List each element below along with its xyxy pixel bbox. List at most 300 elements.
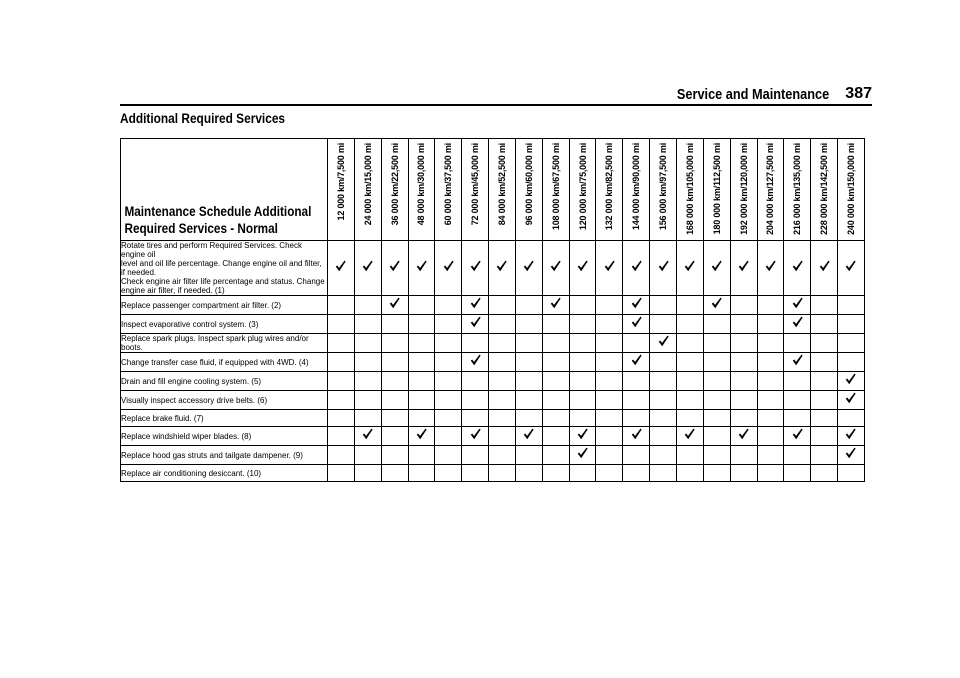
schedule-cell [596, 353, 623, 372]
checkmark-icon [711, 297, 722, 309]
schedule-cell [515, 334, 542, 353]
interval-header [354, 139, 381, 241]
interval-header [462, 139, 489, 241]
checkmark-icon [470, 428, 481, 440]
schedule-cell [757, 391, 784, 410]
service-description-line: engine air filter, if needed. (1) [121, 286, 225, 295]
schedule-cell [757, 372, 784, 391]
header-title: Service and Maintenance [676, 85, 830, 103]
schedule-cell [462, 372, 489, 391]
schedule-cell [408, 391, 435, 410]
schedule-cell [757, 465, 784, 482]
schedule-cell [381, 372, 408, 391]
schedule-cell [354, 296, 381, 315]
schedule-cell [515, 241, 542, 296]
schedule-cell [676, 446, 703, 465]
service-description [121, 391, 328, 410]
interval-label: 204 000 km/127,500 mi [765, 143, 776, 235]
schedule-cell [408, 353, 435, 372]
schedule-cell [489, 465, 516, 482]
schedule-cell [730, 353, 757, 372]
service-description [121, 315, 328, 334]
schedule-cell [569, 391, 596, 410]
schedule-cell [542, 391, 569, 410]
interval-header [757, 139, 784, 241]
schedule-cell [676, 410, 703, 427]
service-description [121, 410, 328, 427]
schedule-cell [328, 334, 355, 353]
schedule-cell [596, 446, 623, 465]
table-row [121, 427, 865, 446]
service-description [121, 465, 328, 482]
schedule-cell [623, 241, 650, 296]
schedule-cell [811, 353, 838, 372]
header-rule [120, 104, 872, 106]
interval-header [489, 139, 516, 241]
schedule-cell [328, 296, 355, 315]
schedule-cell [435, 353, 462, 372]
schedule-cell [623, 334, 650, 353]
maintenance-schedule-table [120, 138, 865, 482]
interval-header [730, 139, 757, 241]
interval-label: 144 000 km/90,000 mi [631, 143, 642, 231]
checkmark-icon [470, 297, 481, 309]
schedule-cell [354, 241, 381, 296]
schedule-cell [703, 241, 730, 296]
schedule-cell [650, 465, 677, 482]
checkmark-icon [362, 260, 373, 272]
interval-header [676, 139, 703, 241]
schedule-cell [838, 315, 865, 334]
schedule-cell [757, 315, 784, 334]
checkmark-icon [577, 447, 588, 459]
schedule-cell [676, 427, 703, 446]
schedule-cell [757, 296, 784, 315]
table-row [121, 315, 865, 334]
checkmark-icon [604, 260, 615, 272]
schedule-cell [489, 315, 516, 334]
schedule-cell [623, 427, 650, 446]
table-corner-title-cell [121, 139, 328, 241]
checkmark-icon [416, 428, 427, 440]
schedule-cell [328, 446, 355, 465]
schedule-cell [515, 315, 542, 334]
schedule-cell [515, 353, 542, 372]
service-description-line: Inspect evaporative control system. (3) [121, 319, 259, 329]
checkmark-icon [711, 260, 722, 272]
schedule-cell [489, 372, 516, 391]
schedule-cell [408, 410, 435, 427]
interval-label: 108 000 km/67,500 mi [550, 143, 561, 231]
schedule-cell [784, 353, 811, 372]
table-row [121, 296, 865, 315]
schedule-cell [381, 427, 408, 446]
checkmark-icon [792, 428, 803, 440]
schedule-cell [730, 410, 757, 427]
service-description [121, 353, 328, 372]
schedule-cell [703, 427, 730, 446]
schedule-cell [462, 427, 489, 446]
checkmark-icon [416, 260, 427, 272]
schedule-cell [542, 315, 569, 334]
schedule-cell [811, 391, 838, 410]
service-description-line: Replace hood gas struts and tailgate dampener. (9) [121, 450, 303, 460]
schedule-cell [542, 372, 569, 391]
schedule-cell [462, 296, 489, 315]
interval-header [623, 139, 650, 241]
schedule-cell [381, 446, 408, 465]
schedule-cell [703, 296, 730, 315]
checkmark-icon [631, 260, 642, 272]
schedule-cell [435, 391, 462, 410]
schedule-cell [784, 446, 811, 465]
schedule-cell [811, 410, 838, 427]
schedule-cell [650, 334, 677, 353]
schedule-cell [381, 391, 408, 410]
schedule-cell [542, 353, 569, 372]
schedule-cell [838, 465, 865, 482]
schedule-cell [650, 241, 677, 296]
schedule-cell [676, 372, 703, 391]
table-corner-title: Maintenance Schedule Additional Required Services - Normal [124, 204, 312, 236]
service-description-line: Change transfer case fluid, if equipped with 4WD. (4) [121, 357, 309, 367]
schedule-cell [757, 446, 784, 465]
checkmark-icon [738, 260, 749, 272]
schedule-cell [838, 334, 865, 353]
schedule-cell [569, 353, 596, 372]
schedule-cell [838, 296, 865, 315]
schedule-cell [676, 315, 703, 334]
schedule-cell [462, 465, 489, 482]
checkmark-icon [819, 260, 830, 272]
schedule-cell [811, 296, 838, 315]
schedule-cell [676, 241, 703, 296]
service-description-line: Visually inspect accessory drive belts. (6) [121, 395, 268, 405]
schedule-cell [703, 353, 730, 372]
checkmark-icon [792, 316, 803, 328]
schedule-cell [623, 353, 650, 372]
table-header-row [121, 139, 865, 241]
checkmark-icon [362, 428, 373, 440]
schedule-cell [435, 334, 462, 353]
schedule-cell [596, 372, 623, 391]
schedule-cell [784, 241, 811, 296]
schedule-cell [462, 241, 489, 296]
schedule-cell [381, 410, 408, 427]
schedule-cell [381, 315, 408, 334]
checkmark-icon [577, 260, 588, 272]
checkmark-icon [765, 260, 776, 272]
checkmark-icon [470, 316, 481, 328]
schedule-cell [650, 353, 677, 372]
schedule-cell [515, 410, 542, 427]
checkmark-icon [738, 428, 749, 440]
schedule-cell [381, 334, 408, 353]
schedule-cell [703, 446, 730, 465]
schedule-cell [703, 410, 730, 427]
schedule-cell [354, 334, 381, 353]
schedule-cell [328, 410, 355, 427]
checkmark-icon [658, 335, 669, 347]
interval-header [811, 139, 838, 241]
schedule-cell [515, 391, 542, 410]
service-description [121, 296, 328, 315]
schedule-cell [515, 465, 542, 482]
schedule-cell [676, 353, 703, 372]
checkmark-icon [684, 428, 695, 440]
interval-header [515, 139, 542, 241]
checkmark-icon [335, 260, 346, 272]
interval-label: 36 000 km/22,500 mi [389, 143, 400, 226]
service-description-line: Replace air conditioning desiccant. (10) [121, 468, 262, 478]
checkmark-icon [845, 428, 856, 440]
interval-header [703, 139, 730, 241]
schedule-cell [569, 465, 596, 482]
interval-header [435, 139, 462, 241]
schedule-cell [408, 296, 435, 315]
schedule-cell [703, 315, 730, 334]
checkmark-icon [792, 354, 803, 366]
schedule-cell [623, 410, 650, 427]
interval-label: 192 000 km/120,000 mi [738, 143, 749, 235]
schedule-cell [489, 446, 516, 465]
schedule-cell [462, 315, 489, 334]
interval-header [596, 139, 623, 241]
schedule-cell [811, 446, 838, 465]
schedule-cell [489, 241, 516, 296]
schedule-cell [838, 410, 865, 427]
interval-header [838, 139, 865, 241]
interval-header [569, 139, 596, 241]
schedule-cell [542, 427, 569, 446]
schedule-cell [784, 391, 811, 410]
schedule-cell [408, 315, 435, 334]
schedule-cell [542, 334, 569, 353]
schedule-cell [757, 427, 784, 446]
interval-label: 72 000 km/45,000 mi [470, 143, 481, 226]
schedule-cell [784, 334, 811, 353]
schedule-cell [784, 427, 811, 446]
schedule-cell [730, 241, 757, 296]
schedule-cell [784, 315, 811, 334]
schedule-cell [489, 427, 516, 446]
schedule-cell [381, 353, 408, 372]
schedule-cell [676, 334, 703, 353]
schedule-cell [328, 353, 355, 372]
schedule-cell [354, 315, 381, 334]
schedule-cell [838, 241, 865, 296]
interval-label: 84 000 km/52,500 mi [496, 143, 507, 226]
section-title: Additional Required Services [120, 111, 286, 126]
schedule-cell [462, 391, 489, 410]
schedule-cell [676, 391, 703, 410]
table-row [121, 465, 865, 482]
schedule-cell [730, 446, 757, 465]
schedule-cell [515, 427, 542, 446]
schedule-cell [811, 427, 838, 446]
schedule-cell [623, 372, 650, 391]
table-row [121, 391, 865, 410]
interval-header [542, 139, 569, 241]
schedule-cell [569, 427, 596, 446]
schedule-cell [462, 446, 489, 465]
service-description-line: Drain and fill engine cooling system. (5) [121, 376, 262, 386]
schedule-cell [596, 465, 623, 482]
schedule-cell [730, 465, 757, 482]
schedule-cell [328, 241, 355, 296]
checkmark-icon [631, 428, 642, 440]
service-description-line: Replace passenger compartment air filter. (2) [121, 300, 282, 310]
schedule-cell [623, 296, 650, 315]
checkmark-icon [792, 297, 803, 309]
schedule-cell [542, 410, 569, 427]
interval-label: 96 000 km/60,000 mi [523, 143, 534, 226]
checkmark-icon [496, 260, 507, 272]
page-number: 387 [845, 85, 872, 102]
schedule-cell [650, 372, 677, 391]
interval-label: 156 000 km/97,500 mi [658, 143, 669, 231]
schedule-cell [811, 241, 838, 296]
schedule-cell [596, 241, 623, 296]
interval-header [381, 139, 408, 241]
checkmark-icon [845, 447, 856, 459]
checkmark-icon [523, 428, 534, 440]
schedule-cell [408, 446, 435, 465]
schedule-cell [408, 334, 435, 353]
interval-header [408, 139, 435, 241]
checkmark-icon [470, 354, 481, 366]
schedule-cell [354, 372, 381, 391]
schedule-cell [569, 372, 596, 391]
schedule-cell [811, 315, 838, 334]
schedule-cell [811, 372, 838, 391]
schedule-cell [703, 391, 730, 410]
checkmark-icon [550, 260, 561, 272]
schedule-cell [435, 315, 462, 334]
schedule-cell [838, 353, 865, 372]
interval-label: 12 000 km/7,500 mi [335, 143, 346, 221]
schedule-cell [569, 334, 596, 353]
schedule-cell [435, 465, 462, 482]
checkmark-icon [523, 260, 534, 272]
interval-label: 180 000 km/112,500 mi [711, 143, 722, 235]
schedule-cell [784, 296, 811, 315]
schedule-cell [569, 446, 596, 465]
table-row [121, 446, 865, 465]
schedule-cell [381, 465, 408, 482]
interval-label: 132 000 km/82,500 mi [604, 143, 615, 231]
schedule-cell [596, 315, 623, 334]
schedule-cell [784, 410, 811, 427]
schedule-cell [569, 410, 596, 427]
schedule-cell [489, 296, 516, 315]
interval-label: 216 000 km/135,000 mi [792, 143, 803, 235]
service-description [121, 241, 328, 296]
schedule-cell [650, 446, 677, 465]
interval-header [328, 139, 355, 241]
schedule-cell [435, 427, 462, 446]
checkmark-icon [631, 354, 642, 366]
schedule-cell [408, 427, 435, 446]
schedule-cell [784, 372, 811, 391]
service-description-line: Replace windshield wiper blades. (8) [121, 431, 252, 441]
schedule-cell [328, 465, 355, 482]
schedule-cell [354, 391, 381, 410]
schedule-cell [515, 372, 542, 391]
schedule-cell [650, 296, 677, 315]
checkmark-icon [845, 260, 856, 272]
schedule-cell [435, 372, 462, 391]
schedule-cell [757, 334, 784, 353]
schedule-cell [435, 446, 462, 465]
service-description-line: level and oil life percentage. Change engine oil and filter, [121, 259, 322, 268]
schedule-cell [784, 465, 811, 482]
service-description [121, 446, 328, 465]
checkmark-icon [792, 260, 803, 272]
interval-label: 120 000 km/75,000 mi [577, 143, 588, 231]
interval-label: 60 000 km/37,500 mi [443, 143, 454, 226]
table-row [121, 353, 865, 372]
schedule-cell [354, 410, 381, 427]
page-header [0, 84, 872, 104]
schedule-cell [328, 372, 355, 391]
table-row [121, 241, 865, 296]
schedule-cell [542, 446, 569, 465]
schedule-cell [757, 241, 784, 296]
schedule-cell [408, 241, 435, 296]
schedule-cell [676, 296, 703, 315]
schedule-cell [650, 391, 677, 410]
schedule-cell [328, 315, 355, 334]
schedule-cell [489, 353, 516, 372]
checkmark-icon [845, 373, 856, 385]
service-description-line: Replace spark plugs. Inspect spark plug wires and/or boots. [121, 334, 309, 352]
schedule-cell [354, 427, 381, 446]
schedule-cell [435, 410, 462, 427]
schedule-cell [354, 465, 381, 482]
schedule-cell [676, 465, 703, 482]
checkmark-icon [658, 260, 669, 272]
schedule-cell [730, 391, 757, 410]
schedule-cell [569, 241, 596, 296]
interval-label: 228 000 km/142,500 mi [819, 143, 830, 235]
schedule-cell [435, 241, 462, 296]
schedule-cell [542, 241, 569, 296]
schedule-cell [462, 410, 489, 427]
schedule-cell [703, 334, 730, 353]
schedule-cell [515, 296, 542, 315]
table-body [121, 241, 865, 482]
schedule-cell [596, 427, 623, 446]
checkmark-icon [389, 260, 400, 272]
schedule-cell [489, 334, 516, 353]
schedule-cell [623, 446, 650, 465]
schedule-cell [408, 372, 435, 391]
schedule-cell [623, 465, 650, 482]
schedule-cell [757, 353, 784, 372]
schedule-cell [730, 334, 757, 353]
schedule-cell [596, 334, 623, 353]
schedule-cell [381, 241, 408, 296]
schedule-cell [408, 465, 435, 482]
service-description [121, 372, 328, 391]
service-description-line: Replace brake fluid. (7) [121, 413, 204, 423]
table-row [121, 410, 865, 427]
table-row [121, 372, 865, 391]
service-description [121, 334, 328, 353]
checkmark-icon [845, 392, 856, 404]
schedule-cell [838, 427, 865, 446]
